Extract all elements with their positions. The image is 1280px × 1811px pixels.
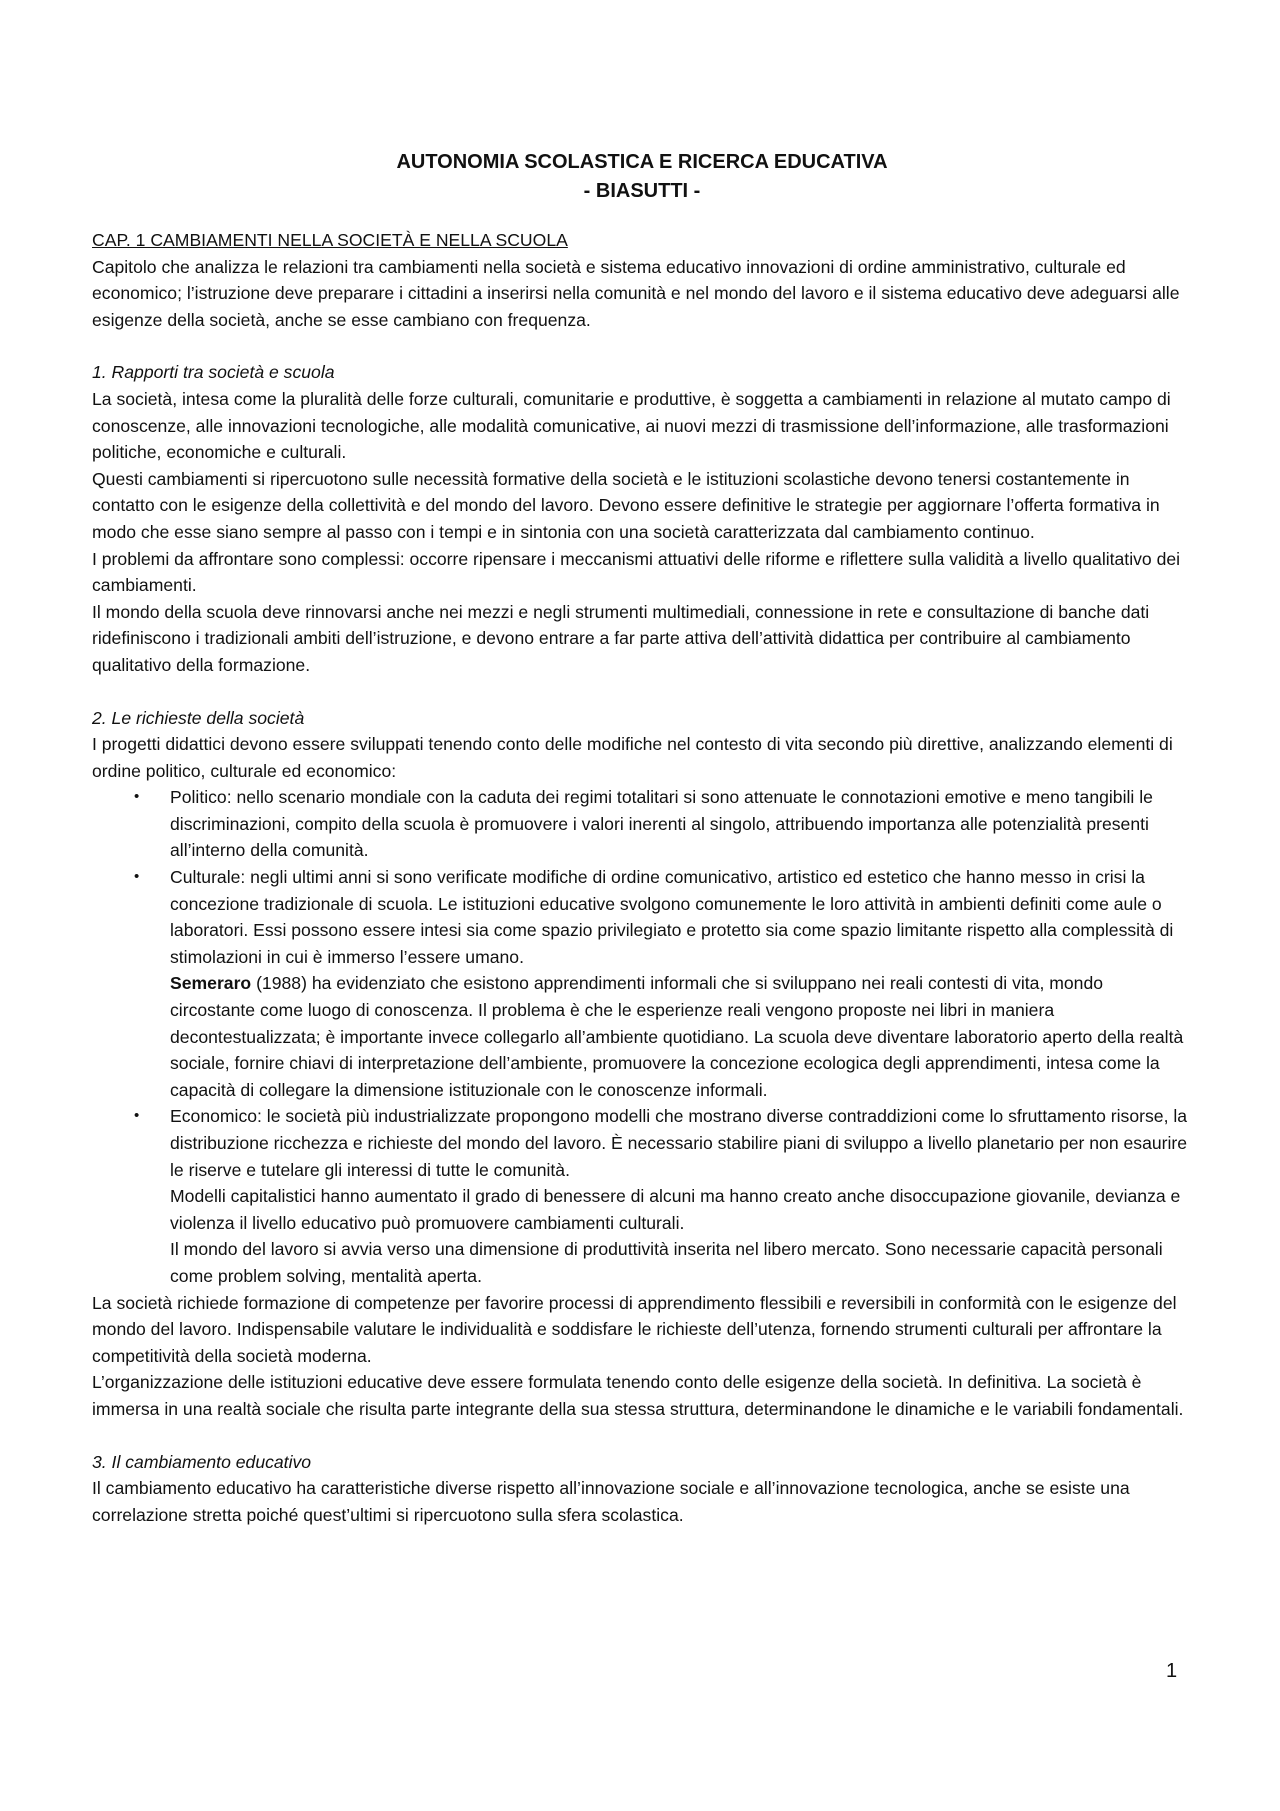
bullet-cultural-semeraro — [170, 970, 1192, 1103]
chapter-heading: CAP. 1 CAMBIAMENTI NELLA SOCIETÀ E NELLA SCUOLA — [92, 230, 568, 250]
bullet-text-economic-3: Il mondo del lavoro si avvia verso una dimensione di produttività inserita nel libero mercato. Sono necessarie capacità personali come problem solving, mentalità aperta. — [170, 1239, 1163, 1286]
document-author: - BIASUTTI - — [583, 180, 701, 202]
document-title: AUTONOMIA SCOLASTICA E RICERCA EDUCATIVA — [396, 151, 888, 173]
bullet-text-cultural-continued: (1988) ha evidenziato che esistono apprendimenti informali che si sviluppano nei reali contesti di vita, mondo circostante come luogo di conoscenza. Il problema è che le esperienze reali vengono proposte nei libri in maniera decontestualizzata; è importante invece collegarlo all’ambiente quotidiano. La scuola deve diventare laboratorio aperto della realtà sociale, fornire chiavi di interpretazione dell’ambiente, promuovere la concezione ecologica degli apprendimenti, intesa come la capacità di collegare la dimensione istituzionale con le conoscenze informali. — [170, 973, 1184, 1100]
author-name-semeraro: Semeraro — [170, 973, 252, 994]
section-3-paragraph-1: Il cambiamento educativo ha caratteristiche diverse rispetto all’innovazione sociale e all’innovazione tecnologica, anche se esiste una correlazione stretta poiché quest’ultimi si ripercuotono sulla sfera scolastica. — [92, 1478, 1130, 1525]
bullet-icon: • — [134, 868, 140, 886]
spacer — [92, 1423, 1192, 1449]
section-3-heading: 3. Il cambiamento educativo — [92, 1451, 312, 1472]
section-1-paragraph-4: Il mondo della scuola deve rinnovarsi anche nei mezzi e negli strumenti multimediali, connessione in rete e consultazione di banche dati ridefiniscono i tradizionali ambiti dell’istruzione, e devono entrare a far parte attiva dell’attività didattica per contribuire al cambiamento qualitativo della formazione. — [92, 601, 1150, 675]
spacer — [92, 333, 1192, 359]
section-1-paragraph-3: I problemi da affrontare sono complessi: occorre ripensare i meccanismi attuativi delle riforme e riflettere sulla validità a livello qualitativo dei cambiamenti. — [92, 548, 1181, 596]
bullet-icon: • — [134, 788, 140, 806]
section-2-paragraph-after-2: L’organizzazione delle istituzioni educative deve essere formulata tenendo conto delle esigenze della società. In definitiva. La società è immersa in una realtà sociale che risulta parte integrante della sua stessa struttura, determinandone le dinamiche e le variabili fondamentali. — [92, 1372, 1184, 1419]
section-1-paragraph-2: Questi cambiamenti si ripercuotono sulle necessità formative della società e le istituzioni scolastiche devono tenersi costantemente in contatto con le esigenze della collettività e del mondo del lavoro. Devono essere definitive le strategie per aggiornare l’offerta formativa in modo che esse siano sempre al passo con i tempi e in sintonia con una società caratterizzata dal cambiamento continuo. — [92, 468, 1160, 542]
bullet-text-economic-2: Modelli capitalistici hanno aumentato il grado di benessere di alcuni ma hanno creato anche disoccupazione giovanile, devianza e violenza il livello educativo può promuovere cambiamenti culturali. — [170, 1186, 1181, 1233]
bullet-text-political: Politico: nello scenario mondiale con la caduta dei regimi totalitari si sono attenuate le connotazioni emotive e meno tangibili le discriminazioni, compito della scuola è promuovere i valori inerenti al singolo, attribuendo importanza alle potenzialità presenti all’interno della comunità. — [170, 787, 1153, 861]
spacer — [92, 679, 1192, 705]
section-1-heading: 1. Rapporti tra società e scuola — [92, 362, 335, 383]
section-2-bullet-list — [92, 784, 1192, 1289]
bullet-icon: • — [134, 1107, 140, 1125]
bullet-text-economic: Economico: le società più industrializzate propongono modelli che mostrano diverse contraddizioni come lo sfruttamento risorse, la distribuzione ricchezza e richieste del mondo del lavoro. È necessario stabilire piani di sviluppo a livello planetario per non esaurire le riserve e tutelare gli interessi di tutte le comunità. — [170, 1106, 1188, 1180]
bullet-item-cultural — [134, 864, 1192, 1103]
bullet-item-economic — [134, 1103, 1192, 1289]
bullet-item-political — [134, 784, 1192, 864]
page-number: 1 — [1166, 1660, 1178, 1682]
section-2-intro: I progetti didattici devono essere sviluppati tenendo conto delle modifiche nel contesto di vita secondo più direttive, analizzando elementi di ordine politico, culturale ed economico: — [92, 734, 1173, 781]
bullet-text-cultural: Culturale: negli ultimi anni si sono verificate modifiche di ordine comunicativo, artistico ed estetico che hanno messo in crisi la concezione tradizionale di scuola. Le istituzioni educative svolgono comunemente le loro attività in ambienti definiti come aule o laboratori. Essi possono essere intesi sia come spazio privilegiato e protetto sia come spazio limitante rispetto alla complessità di stimolazioni in cui è immerso l’essere umano. — [170, 867, 1174, 967]
document-page — [92, 148, 1192, 1528]
section-2-heading: 2. Le richieste della società — [92, 707, 305, 728]
chapter-intro: Capitolo che analizza le relazioni tra cambiamenti nella società e sistema educativo innovazioni di ordine amministrativo, culturale ed economico; l’istruzione deve preparare i cittadini a inserirsi nella comunità e nel mondo del lavoro e il sistema educativo deve adeguarsi alle esigenze della società, anche se esse cambiano con frequenza. — [92, 256, 1180, 330]
section-1-paragraph-1: La società, intesa come la pluralità delle forze culturali, comunitarie e produttive, è soggetta a cambiamenti in relazione al mutato campo di conoscenze, alle innovazioni tecnologiche, alle modalità comunicative, ai nuovi mezzi di trasmissione dell’informazione, alle trasformazioni politiche, economiche e culturali. — [92, 388, 1171, 463]
section-2-paragraph-after-1: La società richiede formazione di competenze per favorire processi di apprendimento flessibili e reversibili in conformità con le esigenze del mondo del lavoro. Indispensabile valutare le individualità e soddisfare le richieste dell’utenza, fornendo strumenti culturali per affrontare la competitività della società moderna. — [92, 1292, 1177, 1366]
